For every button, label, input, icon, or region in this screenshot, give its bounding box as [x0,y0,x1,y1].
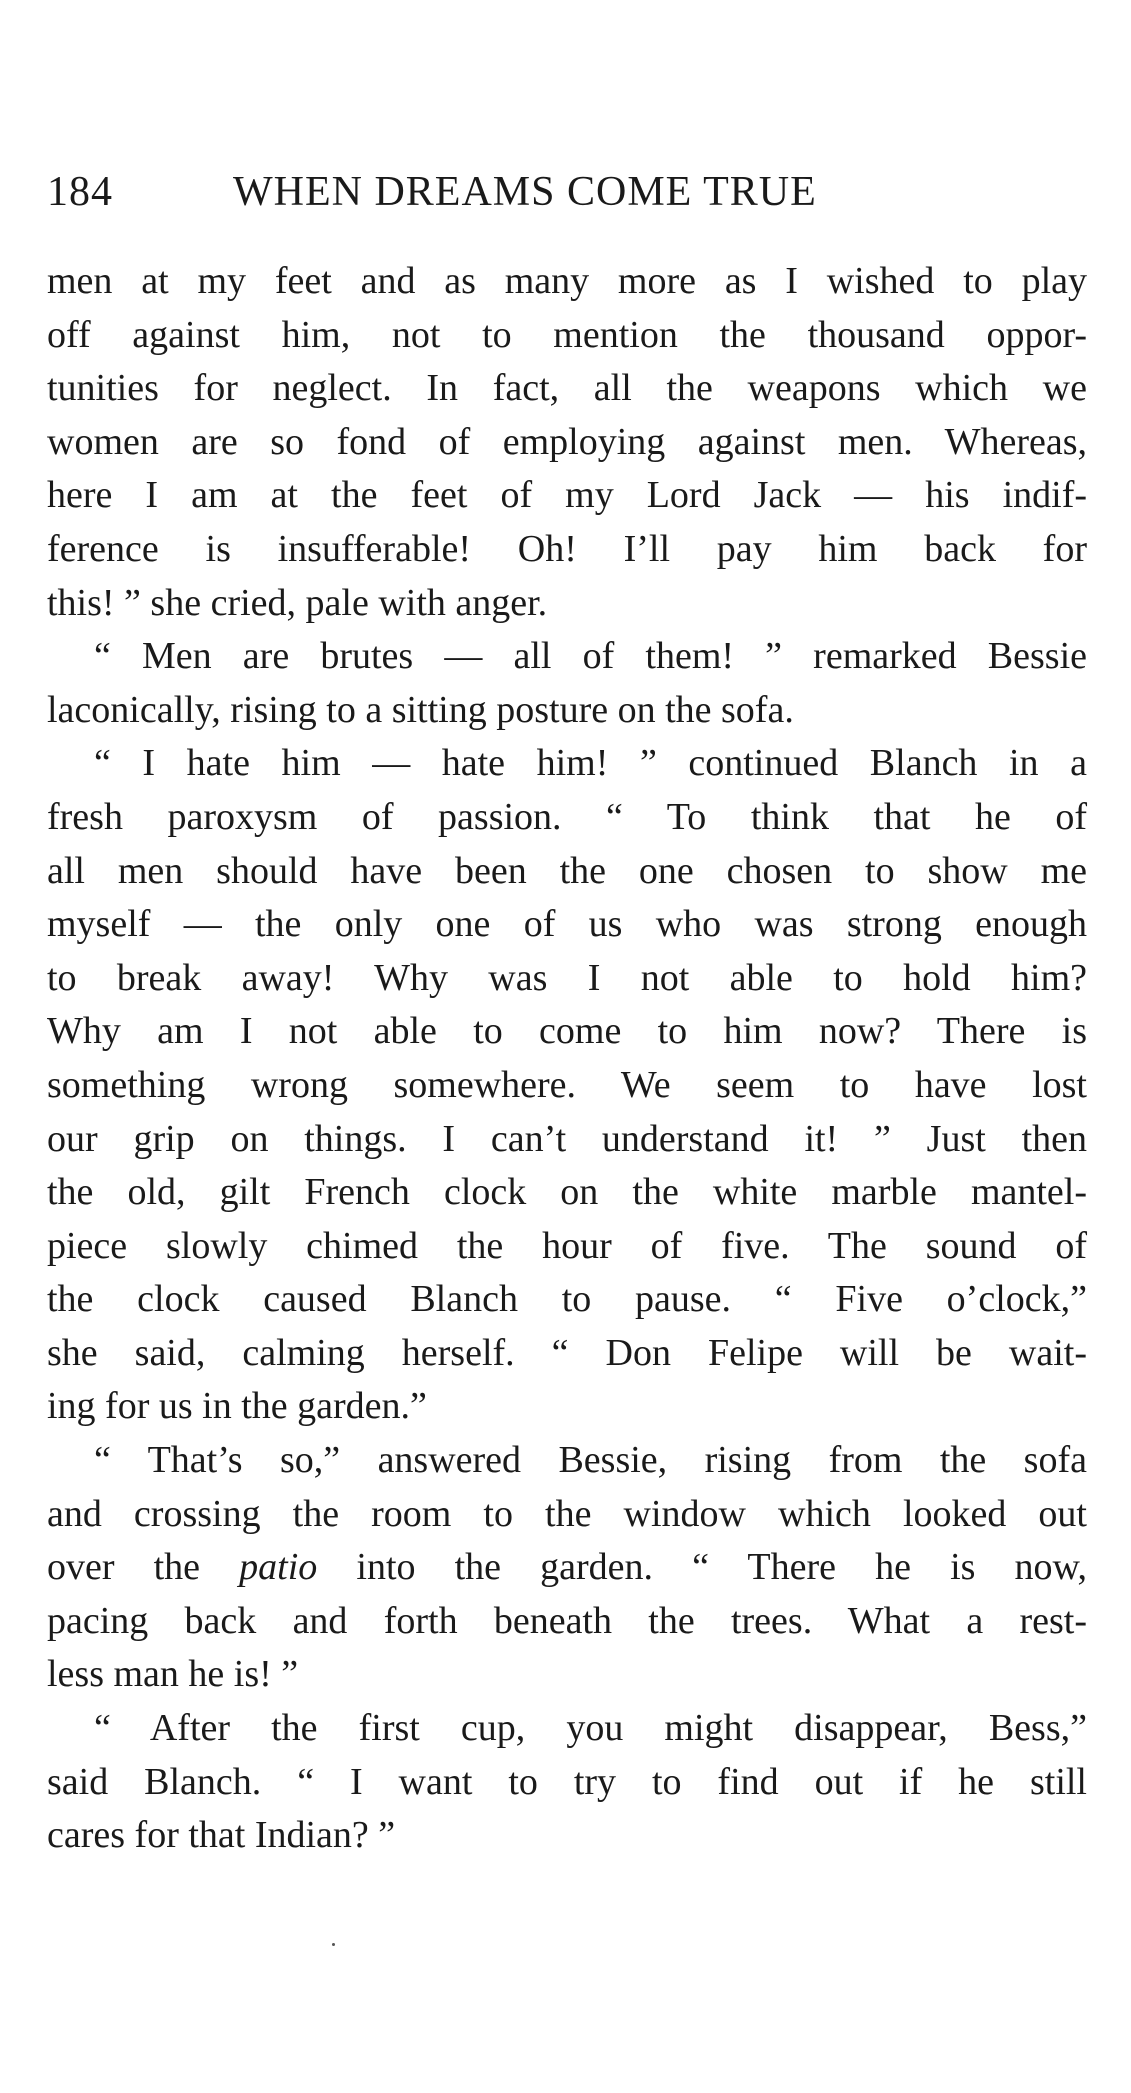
text-line: laconically, rising to a sitting posture on the sofa. [47,688,794,731]
text-line: “ After the first cup, you might disappear, Bess,” [94,1707,1087,1750]
text-line: Why am I not able to come to him now? There is [47,1010,1087,1053]
italic-word: patio [239,1546,318,1589]
text-line: the old, gilt French clock on the white marble mantel- [47,1171,1087,1214]
text-line: women are so fond of employing against men. Whereas, [47,420,1087,463]
text-line: cares for that Indian? ” [47,1814,396,1857]
text-line: she said, calming herself. “ Don Felipe will be wait- [47,1331,1087,1374]
text-line: ference is insufferable! Oh! I’ll pay him back for [47,527,1087,570]
running-head [47,162,1087,222]
text-line: off against him, not to mention the thousand oppor- [47,313,1087,356]
running-title: WHEN DREAMS COME TRUE [233,169,817,215]
text-line: all men should have been the one chosen to show me [47,849,1087,892]
text-line: this! ” she cried, pale with anger. [47,581,548,624]
text-line: myself — the only one of us who was strong enough [47,903,1087,946]
text-line: pacing back and forth beneath the trees. What a rest- [47,1599,1087,1642]
text-line: ing for us in the garden.” [47,1385,427,1428]
text-line: “ Men are brutes — all of them! ” remarked Bessie [94,635,1087,678]
text-line: to break away! Why was I not able to hold him? [47,956,1087,999]
text-line: “ That’s so,” answered Bessie, rising from the sofa [94,1439,1087,1482]
text-line: less man he is! ” [47,1653,299,1696]
text-line: piece slowly chimed the hour of five. The sound of [47,1224,1087,1267]
ink-speck [332,1943,335,1946]
body-text [47,255,1087,1863]
page-number: 184 [47,169,113,215]
text-line: fresh paroxysm of passion. “ To think that he of [47,795,1087,838]
text-line-with-italic: over the patio into the garden. “ There he is now, [47,1546,1087,1589]
text-line: men at my feet and as many more as I wished to play [47,260,1087,302]
text-line: and crossing the room to the window which looked out [47,1492,1087,1535]
text-line: tunities for neglect. In fact, all the weapons which we [47,367,1087,410]
text-line: something wrong somewhere. We seem to have lost [47,1063,1087,1106]
text-line: the clock caused Blanch to pause. “ Five o’clock,” [47,1278,1087,1321]
text-line: “ I hate him — hate him! ” continued Blanch in a [94,742,1087,785]
text-line: here I am at the feet of my Lord Jack — his indif- [47,474,1087,517]
text-line: said Blanch. “ I want to try to find out if he still [47,1760,1087,1803]
text-line: our grip on things. I can’t understand it! ” Just then [47,1117,1087,1160]
